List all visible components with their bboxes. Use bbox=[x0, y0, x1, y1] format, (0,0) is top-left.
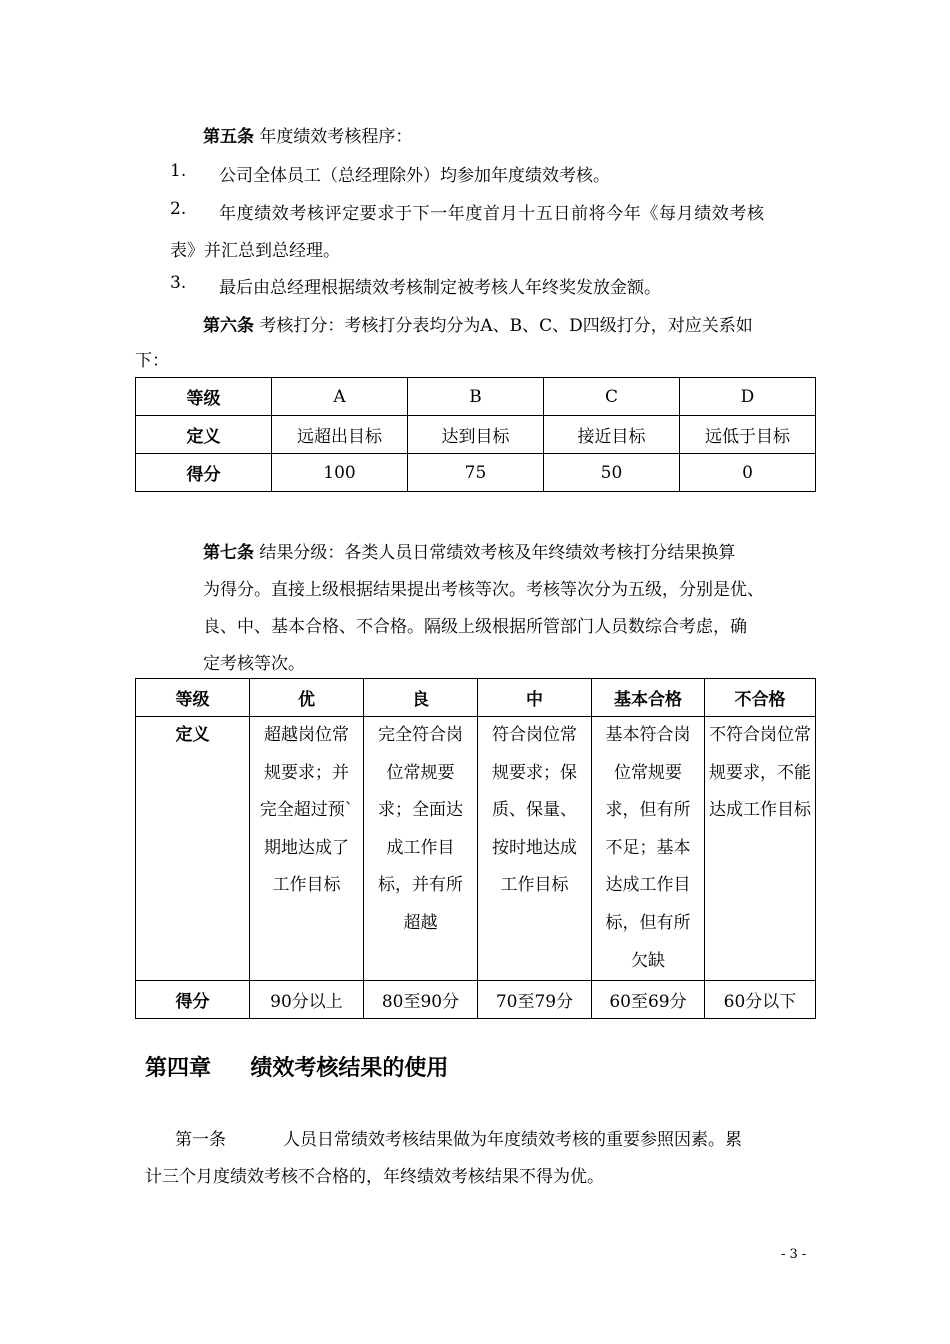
article-6-text: 考核打分：考核打分表均分为A、B、C、D四级打分，对应关系如 bbox=[259, 316, 753, 336]
table-cell: 完全符合岗位常规要求；全面达成工作目标，并有所超越 bbox=[364, 717, 478, 981]
table-cell: 定义 bbox=[136, 416, 272, 454]
table-cell: A bbox=[272, 378, 408, 416]
table-cell: 50 bbox=[544, 454, 680, 492]
table-cell: 90分以上 bbox=[250, 981, 364, 1019]
table-cell: 基本合格 bbox=[592, 679, 705, 717]
table-cell: 60至69分 bbox=[592, 981, 705, 1019]
article-7-text-cont: 为得分。直接上级根据结果提出考核等次。考核等次分为五级，分别是优、 bbox=[203, 580, 764, 600]
chapter-heading bbox=[145, 1051, 448, 1082]
table-row bbox=[136, 981, 816, 1019]
article-7-text-cont: 定考核等次。 bbox=[203, 654, 305, 674]
table-cell: 符合岗位常规要求；保质、保量、按时地达成工作目标 bbox=[478, 717, 592, 981]
table-cell: 基本符合岗位常规要求，但有所不足；基本达成工作目标，但有所欠缺 bbox=[592, 717, 705, 981]
table-row bbox=[136, 679, 816, 717]
list-item-text: 公司全体员工（总经理除外）均参加年度绩效考核。 bbox=[219, 166, 610, 186]
table-cell: 不符合岗位常规要求，不能达成工作目标 bbox=[705, 717, 816, 981]
page-number: - 3 - bbox=[781, 1247, 807, 1262]
table-cell: 70至79分 bbox=[478, 981, 592, 1019]
table-cell: 75 bbox=[408, 454, 544, 492]
table-cell: 60分以下 bbox=[705, 981, 816, 1019]
table-cell: 达到目标 bbox=[408, 416, 544, 454]
article-6-label: 第六条 bbox=[203, 316, 254, 336]
article-7-text: 结果分级：各类人员日常绩效考核及年终绩效考核打分结果换算 bbox=[259, 543, 736, 563]
article-7-label: 第七条 bbox=[203, 543, 254, 563]
table-row bbox=[136, 717, 816, 981]
table-cell: 得分 bbox=[136, 454, 272, 492]
article-6-text-cont: 下： bbox=[135, 351, 169, 371]
table-cell: 得分 bbox=[136, 981, 250, 1019]
table-cell: 0 bbox=[680, 454, 816, 492]
list-item-text: 最后由总经理根据绩效考核制定被考核人年终奖发放金额。 bbox=[219, 278, 661, 298]
table-cell: 等级 bbox=[136, 378, 272, 416]
table-row bbox=[136, 416, 816, 454]
article-5-heading bbox=[203, 122, 412, 147]
article-7-heading bbox=[203, 538, 735, 563]
article-1-label: 第一条 bbox=[175, 1130, 226, 1150]
chapter-number: 第四章 bbox=[145, 1056, 212, 1081]
article-7-text-cont: 良、中、基本合格、不合格。隔级上级根据所管部门人员数综合考虑，确 bbox=[203, 617, 747, 637]
list-item-continuation: 表》并汇总到总经理。 bbox=[170, 241, 340, 261]
list-item: 3. bbox=[170, 273, 187, 293]
article-1-text-cont: 计三个月度绩效考核不合格的，年终绩效考核结果不得为优。 bbox=[145, 1167, 604, 1187]
table-row bbox=[136, 378, 816, 416]
table-cell: 等级 bbox=[136, 679, 250, 717]
table-cell: 良 bbox=[364, 679, 478, 717]
table-cell: 80至90分 bbox=[364, 981, 478, 1019]
table-cell: 远超出目标 bbox=[272, 416, 408, 454]
table-cell: 不合格 bbox=[705, 679, 816, 717]
table-cell: 接近目标 bbox=[544, 416, 680, 454]
table-cell: C bbox=[544, 378, 680, 416]
table-cell: D bbox=[680, 378, 816, 416]
table-cell: B bbox=[408, 378, 544, 416]
article-5-label: 第五条 bbox=[203, 127, 254, 147]
article-1-text: 人员日常绩效考核结果做为年度绩效考核的重要参照因素。累 bbox=[283, 1130, 742, 1150]
list-item-text: 年度绩效考核评定要求于下一年度首月十五日前将今年《每月绩效考核 bbox=[219, 204, 765, 224]
list-item: 2. bbox=[170, 199, 187, 219]
table-cell: 优 bbox=[250, 679, 364, 717]
chapter-title: 绩效考核结果的使用 bbox=[250, 1056, 449, 1081]
rating-table bbox=[135, 678, 816, 1019]
table-cell: 超越岗位常规要求；并完全超过预`期地达成了工作目标 bbox=[250, 717, 364, 981]
article-5-title: 年度绩效考核程序： bbox=[259, 127, 413, 147]
table-cell: 远低于目标 bbox=[680, 416, 816, 454]
table-cell: 定义 bbox=[136, 717, 250, 981]
article-6-heading bbox=[203, 311, 753, 336]
list-item: 1. bbox=[170, 161, 187, 181]
grade-table bbox=[135, 377, 816, 492]
table-cell: 中 bbox=[478, 679, 592, 717]
table-row bbox=[136, 454, 816, 492]
table-cell: 100 bbox=[272, 454, 408, 492]
